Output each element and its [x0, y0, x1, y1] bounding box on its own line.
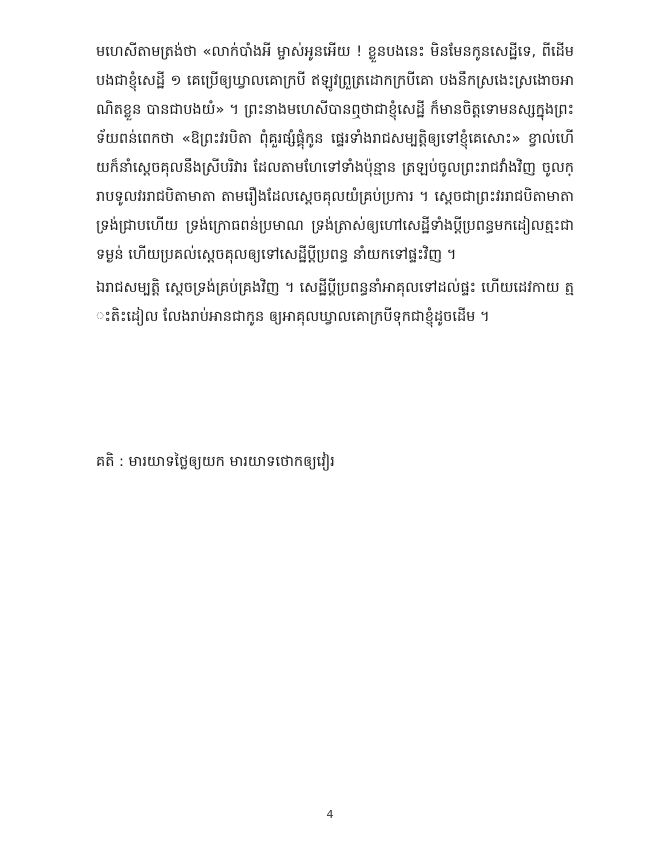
paragraph-1: មហេសីតាមត្រង់ថា «លាក់បាំងអី ម្ចាស់អូនអើយ ! ខ្លួនបងនេះ មិនមែនកូនសេដ្ឋីទេ, ពីដើមបងជាខ្ញុំសេដ្ឋី ១ គេប្រើឲ្យឃ្វាលគោក្របី ឥឡូវព្រួត្រដោកក្របីគោ បងនឹកស្រងេះស្រងោចអាណិតខ្លួន បានជាបងយំ» ។ ព្រះនាងមហេសីបានឮថាជាខ្ញុំសេដ្ឋី ក៏មានចិត្តទោមនស្សក្នុងព្រះទ័យពន់ពេកថា «ឱព្រះវរបិតា ពុំគួរផ្សំផ្គុំកូន ផ្ទេរទាំងរាជសម្បត្តិឲ្យទៅខ្ញុំគេសោះ» ខ្វាល់ហើយក៏នាំស្ដេចគុលនឹងស្រីបរិវារ ដែលតាមហែទៅទាំងប៉ុន្មាន ត្រឡប់ចូលព្រះរាជវាំងវិញ ចូលក្រាបទូលវររាជបិតាមាតា តាមរឿងដែលស្ដេចគុលយំគ្រប់ប្រការ ។ ស្ដេចជាព្រះវររាជបិតាមាតាទ្រង់ជ្រាបហើយ ទ្រង់ក្រោធពន់ប្រមាណ ទ្រង់ត្រាស់ឲ្យហៅសេដ្ឋីទាំងប្ដីប្រពន្ធមកដៀលត្មះជាទម្ងន់ ហើយប្រគល់ស្ដេចគុលឲ្យទៅសេដ្ឋីប្ដីប្រពន្ធ នាំយកទៅផ្ទះវិញ ។	[96, 44, 574, 263]
page-number: 4	[326, 808, 334, 821]
moral-line: គតិ : មារយាទថ្លៃឲ្យយក មារយាទថោកឲ្យវៀរ	[96, 454, 335, 470]
body-text	[96, 38, 574, 332]
paragraph-2: ឯរាជសម្បត្តិ ស្ដេចទ្រង់គ្រប់គ្រងវិញ ។ សេដ្ឋីប្ដីប្រពន្ធនាំអាគុលទៅដល់ផ្ទះ ហើយដេវកាយ ត្មះតិះដៀល លែងរាប់អានជាកូន ឲ្យអាគុលឃ្វាលគោក្របីទុកជាខ្ញុំដូចដើម ។	[96, 280, 574, 325]
